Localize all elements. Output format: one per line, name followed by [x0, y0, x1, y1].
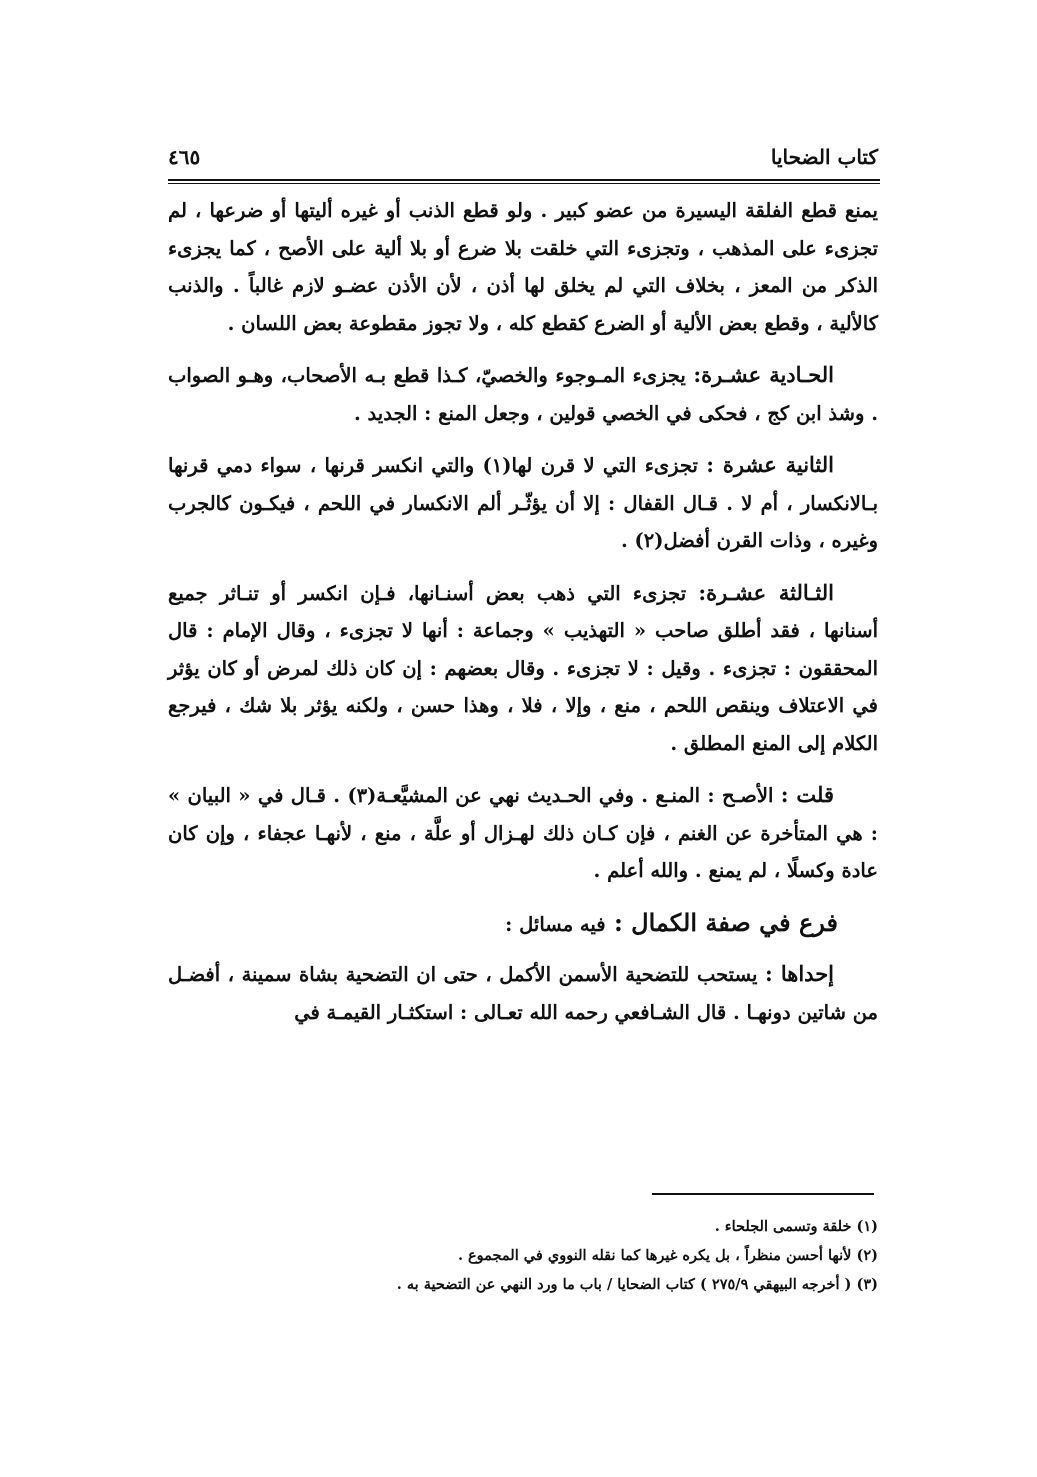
section-heading-title: فرع في صفة الكمال : [613, 907, 838, 937]
section-heading [168, 904, 838, 944]
book-title: كتاب الضحايا [770, 145, 878, 169]
footnote-2: (٢) لأنها أحسن منظراً ، بل يكره غيرها كما نقله النووي في المجموع . [457, 1247, 878, 1264]
footnotes [168, 1212, 878, 1299]
paragraph-text: يمنع قطع الفلقة اليسيرة من عضو كبير . ولو قطع الذنب أو غيره أليتها أو ضرعها ، لم تجزىء على المذهب ، وتجزىء التي خلقت بلا ضرع أو بلا ألية على الأصح ، كما يجزىء الذكر من المعز ، بخلاف التي لم يخلق لها أذن ، لأن الأذن عضـو لازم غالباً . والذنب كالألية ، وقطع بعض الألية أو الضرع كقطع كله ، ولا تجوز مقطوعة بعض اللسان . [168, 199, 878, 335]
footnote-rule [652, 1193, 874, 1195]
paragraph-text: يجزىء المـوجوء والخصيّ، كـذا قطع بـه الأصحاب، وهـو الصواب . وشذ ابن كج ، فحكى في الخصي قولين ، وجعل المنع : الجديد . [168, 364, 878, 425]
paragraph-text: الأصـح : المنـع . وفي الحـديث نهي عن المشيَّعـة(٣) . قـال في « البيان » : هي المتأخرة عن الغنم ، فإن كـان ذلك لهـزال أو علَّة ، منع ، لأنهـا عجفاء ، وإن كان عادة وكسلًا ، لم يمنع . والله أعلم . [168, 784, 878, 882]
header-rule [168, 179, 880, 184]
paragraph-text: تجزىء التي ذهب بعض أسنـانها، فـإن انكسر أو تنـاثر جميع أسنانها ، فقد أطلق صاحب « التهذيب » وجماعة : أنها لا تجزىء ، وقال الإمام : قال المحققون : تجزىء . وقيل : لا تجزىء . وقال بعضهم : إن كان ذلك لمرض أو كان يؤثر في الاعتلاف وينقص اللحم ، منع ، وإلا ، فلا ، وهذا حسن ، ولكنه يؤثر بلا شك ، فيرجع الكلام إلى المنع المطلق . [168, 581, 878, 755]
section-heading-subtitle: فيه مسائل : [505, 912, 606, 936]
paragraph-lead: الثـالثة عشـرة: [698, 579, 834, 605]
paragraph-continuation [168, 192, 878, 342]
main-text [168, 192, 878, 1045]
paragraph-twelfth [168, 446, 878, 560]
paragraph-text: تجزىء التي لا قرن لها(١) والتي انكسر قرنها ، سواء دمي قرنها بـالانكسار ، أم لا . قـال القفال : إلا أن يؤثّـر ألم الانكسار في اللحم ، فيكـون كالجرب وغيره ، وذات القرن أفضل(٢) . [168, 454, 878, 552]
paragraph-lead: الحـادية عشـرة: [693, 362, 834, 387]
paragraph-lead: قلت : [780, 782, 834, 807]
paragraph-lead: إحداها : [765, 961, 835, 986]
paragraph-note [168, 776, 878, 890]
paragraph-eleventh [168, 356, 878, 432]
page-number: ٤٦٥ [168, 145, 201, 169]
paragraph-first-issue [168, 955, 878, 1031]
paragraph-thirteenth [168, 574, 878, 763]
running-head [168, 145, 878, 175]
footnote-3: (٣) ( أخرجه البيهقي ٢٧٥/٩ ) كتاب الضحايا / باب ما ورد النهي عن التضحية به . [396, 1276, 878, 1293]
paragraph-lead: الثانية عشرة : [706, 452, 835, 477]
footnote-1: (١) خلقة وتسمى الجلحاء . [714, 1218, 878, 1235]
paragraph-text: يستحب للتضحية الأسمن الأكمل ، حتى ان التضحية بشاة سمينة ، أفضـل من شاتين دونهـا . قال الشـافعي رحمه الله تعـالى : استكثـار القيمـة في [168, 963, 878, 1024]
